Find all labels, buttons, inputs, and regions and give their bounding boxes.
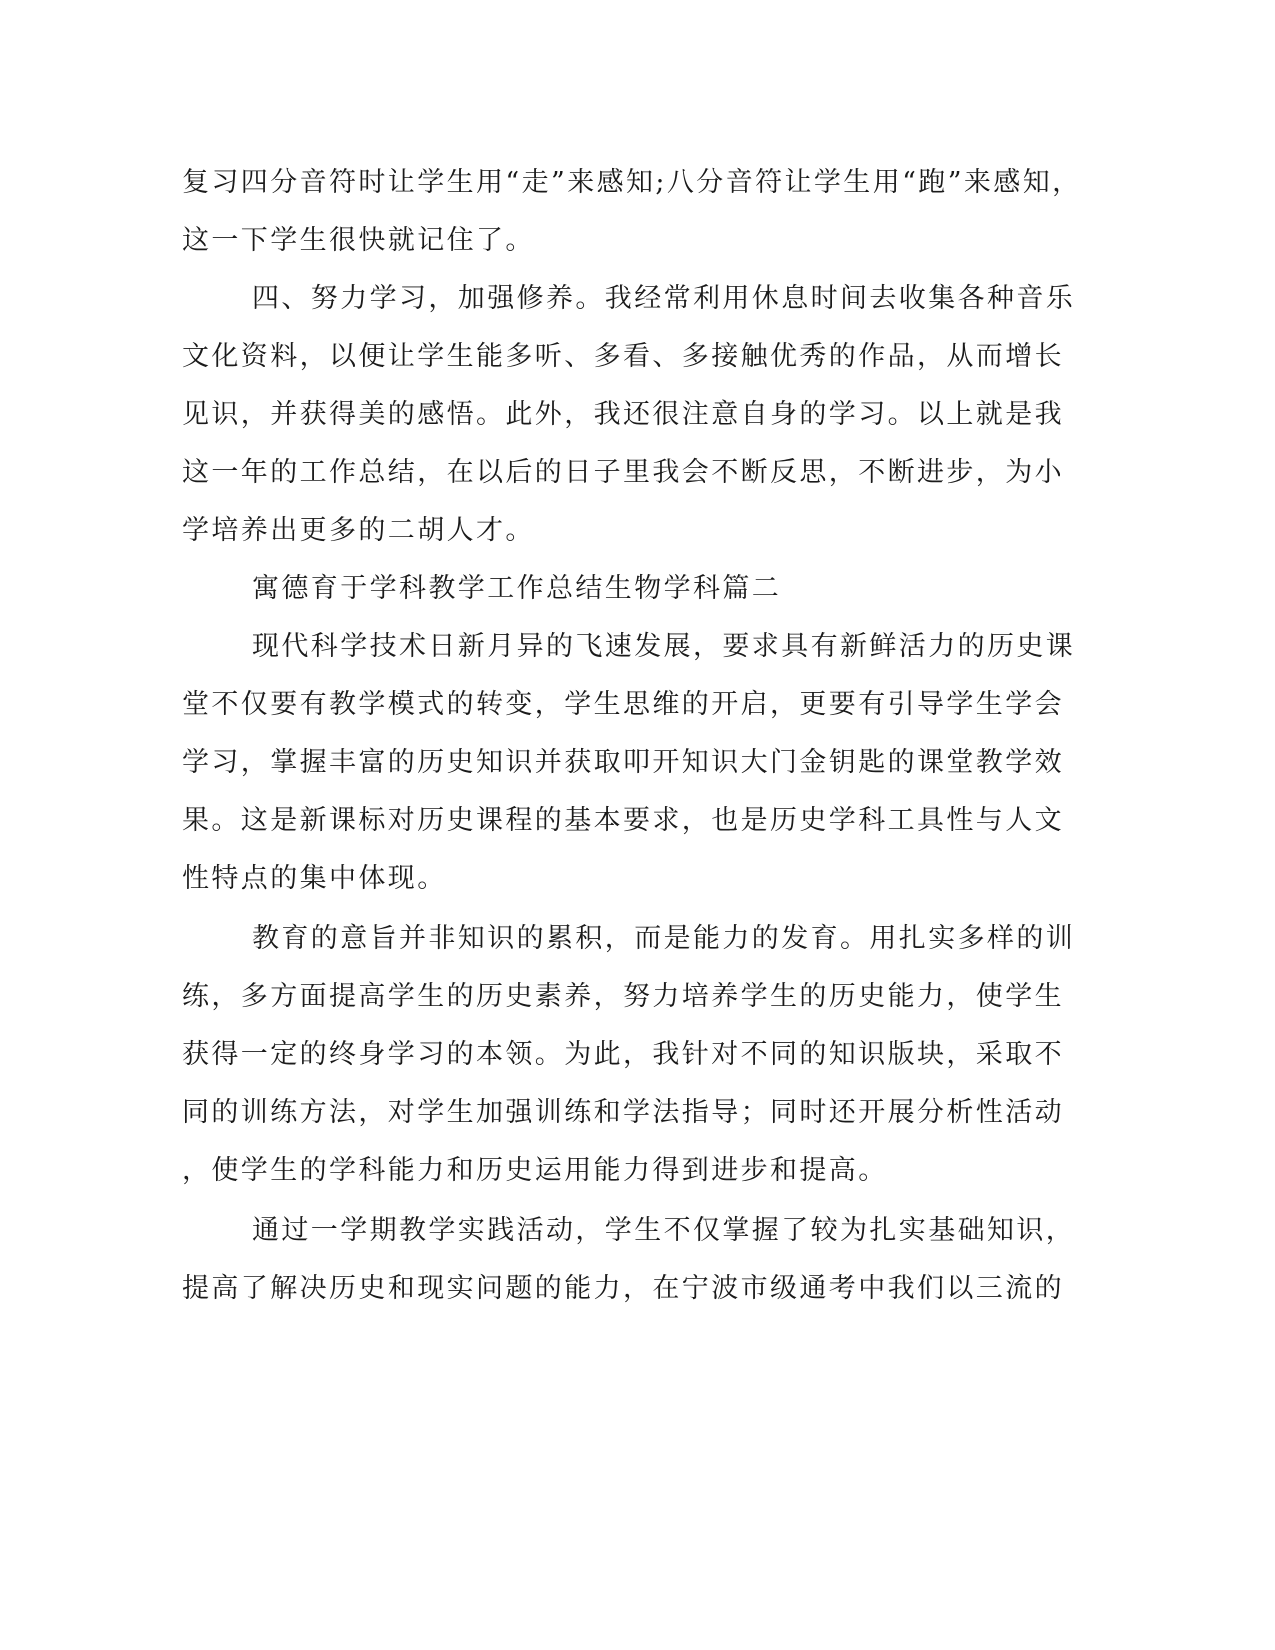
text-line: 复习四分音符时让学生用“走”来感知;八分音符让学生用“跑”来感知，	[182, 167, 1082, 198]
text-line: ，使学生的学科能力和历史运用能力得到进步和提高。	[182, 1155, 888, 1186]
paragraph-start-line: 四、努力学习，加强修养。我经常利用休息时间去收集各种音乐	[252, 283, 1076, 314]
text-line: 学培养出更多的二胡人才。	[182, 515, 535, 546]
text-line: 获得一定的终身学习的本领。为此，我针对不同的知识版块，采取不	[182, 1039, 1064, 1070]
paragraph-start-line: 通过一学期教学实践活动，学生不仅掌握了较为扎实基础知识，	[252, 1215, 1076, 1246]
section-heading: 寓德育于学科教学工作总结生物学科篇二	[252, 573, 782, 604]
text-line: 同的训练方法，对学生加强训练和学法指导；同时还开展分析性活动	[182, 1097, 1064, 1128]
text-line: 提高了解决历史和现实问题的能力，在宁波市级通考中我们以三流的	[182, 1273, 1064, 1304]
text-line: 这一年的工作总结，在以后的日子里我会不断反思，不断进步，为小	[182, 457, 1064, 488]
paragraph-start-line: 教育的意旨并非知识的累积，而是能力的发育。用扎实多样的训	[252, 923, 1076, 954]
text-line: 文化资料，以便让学生能多听、多看、多接触优秀的作品，从而增长	[182, 341, 1064, 372]
text-line: 这一下学生很快就记住了。	[182, 225, 535, 256]
text-line: 性特点的集中体现。	[182, 863, 447, 894]
text-line: 练，多方面提高学生的历史素养，努力培养学生的历史能力，使学生	[182, 981, 1064, 1012]
paragraph-start-line: 现代科学技术日新月异的飞速发展，要求具有新鲜活力的历史课	[252, 631, 1076, 662]
text-line: 见识，并获得美的感悟。此外，我还很注意自身的学习。以上就是我	[182, 399, 1064, 430]
text-line: 堂不仅要有教学模式的转变，学生思维的开启，更要有引导学生学会	[182, 689, 1064, 720]
text-line: 学习，掌握丰富的历史知识并获取叩开知识大门金钥匙的课堂教学效	[182, 747, 1064, 778]
text-line: 果。这是新课标对历史课程的基本要求，也是历史学科工具性与人文	[182, 805, 1064, 836]
